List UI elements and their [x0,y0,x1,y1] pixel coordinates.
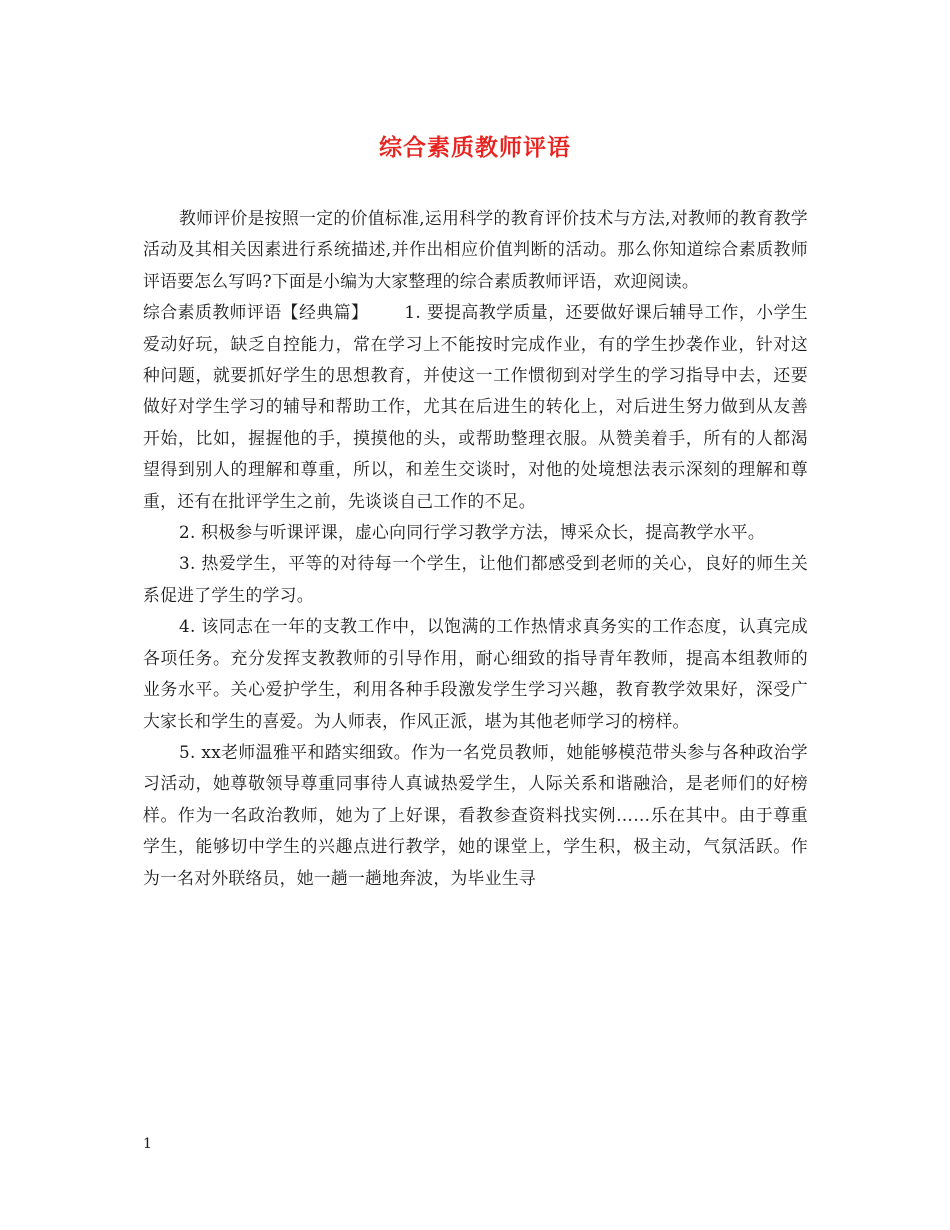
document-body [143,203,808,894]
page-number: 1 [143,1136,152,1152]
section-heading: 综合素质教师评语【经典篇】 [143,302,369,323]
intro-paragraph: 教师评价是按照一定的价值标准,运用科学的教育评价技术与方法,对教师的教育教学活动及其相关因素进行系统描述,并作出相应价值判断的活动。那么你知道综合素质教师评语要怎么写吗?下面是小编为大家整理的综合素质教师评语，欢迎阅读。 [143,208,808,291]
item-1-text: 1. 要提高教学质量，还要做好课后辅导工作，小学生爱动好玩，缺乏自控能力，常在学习上不能按时完成作业，有的学生抄袭作业，针对这种问题，就要抓好学生的思想教育，并使这一工作惯彻到对学生的学习指导中去，还要做好对学生学习的辅导和帮助工作，尤其在后进生的转化上，对后进生努力做到从友善开始，比如，握握他的手，摸摸他的头，或帮助整理衣服。从赞美着手，所有的人都渴望得到别人的理解和尊重，所以，和差生交谈时，对他的处境想法表示深刻的理解和尊重，还有在批评学生之前，先谈谈自己工作的不足。 [143,302,808,511]
item-3-paragraph: 3. 热爱学生，平等的对待每一个学生，让他们都感受到老师的关心，良好的师生关系促进了学生的学习。 [143,553,808,605]
item-5-paragraph: 5. xx老师温雅平和踏实细致。作为一名党员教师，她能够模范带头参与各种政治学习活动，她尊敬领导尊重同事待人真诚热爱学生，人际关系和谐融洽，是老师们的好榜样。作为一名政治教师，她为了上好课，看教参查资料找实例……乐在其中。由于尊重学生，能够切中学生的兴趣点进行教学，她的课堂上，学生积，极主动，气氛活跃。作为一名对外联络员，她一趟一趟地奔波，为毕业生寻 [143,741,808,888]
item-4-paragraph: 4. 该同志在一年的支教工作中，以饱满的工作热情求真务实的工作态度，认真完成各项任务。充分发挥支教教师的引导作用，耐心细致的指导青年教师，提高本组教师的业务水平。关心爱护学生，利用各种手段激发学生学习兴趣，教育教学效果好，深受广大家长和学生的喜爱。为人师表，作风正派，堪为其他老师学习的榜样。 [143,616,808,731]
section-paragraph [143,297,808,517]
item-2-paragraph: 2. 积极参与听课评课，虚心向同行学习教学方法，博采众长，提高教学水平。 [179,522,765,543]
document-title: 综合素质教师评语 [379,134,571,161]
